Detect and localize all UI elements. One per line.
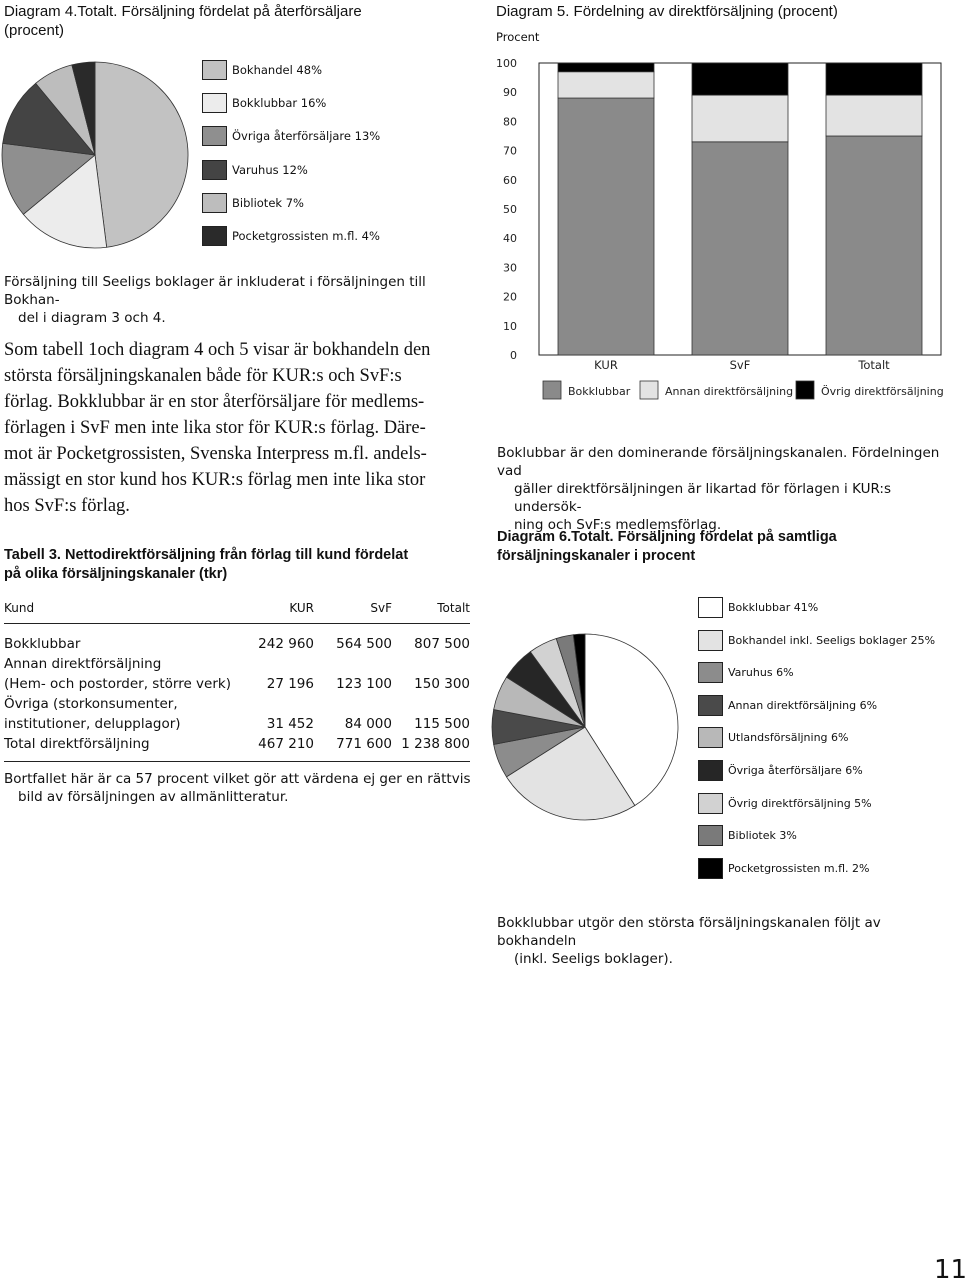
table-cell-svf: 771 600 xyxy=(336,736,392,752)
legend-swatch xyxy=(202,126,227,146)
y-tick-label: 70 xyxy=(503,144,517,158)
legend-label: Annan direktförsäljning 6% xyxy=(728,698,878,712)
table3-title-line1: Tabell 3. Nettodirektförsäljning från förlag till kund fördelat xyxy=(4,547,409,563)
diagram6-title-line1: Diagram 6.Totalt. Försäljning fördelat på samtliga xyxy=(497,529,837,545)
bar-segment xyxy=(692,63,788,95)
legend-label: Övrig direktförsäljning xyxy=(821,385,944,398)
table-cell-kur: 467 210 xyxy=(258,736,314,752)
legend-item xyxy=(698,727,848,748)
bar-segment xyxy=(826,95,922,136)
legend-label: Annan direktförsäljning xyxy=(665,385,794,398)
table-cell-total: 150 300 xyxy=(414,676,470,692)
legend-label: Pocketgrossisten m.fl. 2% xyxy=(728,861,870,875)
table3-header xyxy=(4,601,470,621)
page-number: 11 xyxy=(934,1255,967,1285)
legend-label: Övrig direktförsäljning 5% xyxy=(728,796,872,810)
y-tick-label: 0 xyxy=(510,349,517,362)
table3-footnote-line2: bild av försäljningen av allmänlitteratur. xyxy=(18,789,289,805)
legend-swatch xyxy=(202,226,227,246)
table3-header-rule xyxy=(4,623,470,624)
y-tick-label: 40 xyxy=(503,232,517,246)
legend-item xyxy=(698,597,818,618)
table-cell-kur: 31 452 xyxy=(266,716,314,732)
y-tick-label: 80 xyxy=(503,115,517,129)
legend-label: Bokhandel inkl. Seeligs boklager 25% xyxy=(728,633,936,647)
legend-label: Bokklubbar 41% xyxy=(728,601,819,614)
paragraph-line: förlag. Bokklubbar är en stor återförsäljare för medlems- xyxy=(4,392,425,412)
legend-swatch xyxy=(698,825,723,846)
table3-footnote xyxy=(4,770,474,806)
diagram4-note-line1: Försäljning till Seeligs boklager är inkluderat i försäljningen till Bokhan- xyxy=(4,274,426,308)
diagram5-bar-chart xyxy=(490,55,950,410)
table-row xyxy=(4,676,470,696)
legend-label: Bokklubbar xyxy=(568,385,631,398)
table-cell-kur: 27 196 xyxy=(266,676,314,692)
y-tick-label: 50 xyxy=(503,203,517,216)
table-row xyxy=(4,716,470,736)
diagram5-y-axis-label: Procent xyxy=(496,30,540,44)
table-cell-label: institutioner, delupplagor) xyxy=(4,716,181,732)
table-cell-label: (Hem- och postorder, större verk) xyxy=(4,676,231,692)
legend-swatch xyxy=(543,381,561,399)
legend-label: Utlandsförsäljning 6% xyxy=(728,731,849,745)
diagram6-title-line2: försäljningskanaler i procent xyxy=(497,548,696,564)
diagram4-note-line2: del i diagram 3 och 4. xyxy=(18,310,166,326)
diagram4-title-line2: (procent) xyxy=(4,22,65,39)
legend-swatch xyxy=(698,630,723,651)
table-cell-svf: 123 100 xyxy=(336,676,392,692)
table3-header-svf: SvF xyxy=(370,601,392,615)
table-row xyxy=(4,696,470,716)
legend-swatch xyxy=(698,793,723,814)
diagram4-note xyxy=(4,273,474,327)
table-row xyxy=(4,736,470,756)
paragraph-line: mot är Pocketgrossisten, Svenska Interpress m.fl. andels- xyxy=(4,444,427,464)
legend-item xyxy=(698,793,872,814)
legend-swatch xyxy=(202,193,227,213)
legend-swatch xyxy=(698,695,723,716)
diagram4-title-line1: Diagram 4.Totalt. Försäljning fördelat på återförsäljare xyxy=(4,3,362,20)
legend-item xyxy=(202,93,326,113)
diagram5-caption xyxy=(497,444,957,534)
bar-segment xyxy=(826,63,922,95)
legend-swatch xyxy=(698,858,723,879)
table-cell-svf: 84 000 xyxy=(344,716,392,732)
table3-footnote-line1: Bortfallet här är ca 57 procent vilket gör att värdena ej ger en rättvis xyxy=(4,771,471,787)
legend-item xyxy=(698,760,863,781)
legend-item xyxy=(698,662,794,683)
legend-item xyxy=(698,825,797,846)
paragraph-line: största försäljningskanalen både för KUR:s och SvF:s xyxy=(4,366,402,386)
diagram5-caption-line1: Boklubbar är den dominerande försäljningskanalen. Fördelningen vad xyxy=(497,445,940,479)
table3-header-totalt: Totalt xyxy=(437,601,470,615)
legend-label: Bibliotek 7% xyxy=(232,195,304,210)
diagram4-title xyxy=(4,2,362,40)
legend-label: Varuhus 12% xyxy=(232,162,308,177)
diagram6-pie-chart xyxy=(490,632,690,832)
table3-header-kur: KUR xyxy=(289,601,314,615)
x-tick-label: SvF xyxy=(729,358,751,372)
legend-label: Bokklubbar 16% xyxy=(232,96,327,111)
diagram6-caption-line1: Bokklubbar utgör den största försäljningskanalen följt av bokhandeln xyxy=(497,915,881,949)
legend-swatch xyxy=(698,662,723,683)
x-tick-label: Totalt xyxy=(858,358,890,372)
legend-swatch xyxy=(796,381,814,399)
table-cell-label: Bokklubbar xyxy=(4,636,81,652)
legend-item xyxy=(202,160,308,180)
bar-segment xyxy=(558,72,654,98)
y-tick-label: 20 xyxy=(503,290,517,304)
legend-item xyxy=(202,60,322,80)
table-cell-total: 807 500 xyxy=(414,636,470,652)
table-cell-svf: 564 500 xyxy=(336,636,392,652)
diagram4-pie-chart xyxy=(0,60,200,260)
legend-label: Övriga återförsäljare 13% xyxy=(232,129,381,144)
legend-label: Bokhandel 48% xyxy=(232,63,322,77)
legend-swatch xyxy=(202,60,227,80)
table3-title xyxy=(4,546,408,584)
table-cell-label: Övriga (storkonsumenter, xyxy=(4,696,178,712)
legend-label: Pocketgrossisten m.fl. 4% xyxy=(232,229,380,243)
diagram5-caption-line3: ning och SvF:s medlemsförlag. xyxy=(514,517,722,533)
legend-item xyxy=(698,695,877,716)
legend-label: Varuhus 6% xyxy=(728,666,794,680)
legend-swatch xyxy=(640,381,658,399)
table-row xyxy=(4,656,470,676)
diagram6-caption-line2: (inkl. Seeligs boklager). xyxy=(514,951,673,967)
y-tick-label: 30 xyxy=(503,261,517,275)
bar-segment xyxy=(558,98,654,355)
legend-item xyxy=(698,630,935,651)
legend-item xyxy=(202,126,380,146)
x-tick-label: KUR xyxy=(594,358,618,372)
table3-header-kund: Kund xyxy=(4,601,35,615)
y-tick-label: 60 xyxy=(503,173,517,187)
legend-swatch xyxy=(698,597,723,618)
table-cell-total: 115 500 xyxy=(414,716,470,732)
diagram5-caption-line2: gäller direktförsäljningen är likartad för förlagen i KUR:s undersök- xyxy=(514,481,892,515)
table-cell-kur: 242 960 xyxy=(258,636,314,652)
legend-item xyxy=(698,858,869,879)
diagram6-caption xyxy=(497,914,957,968)
legend-label: Övriga återförsäljare 6% xyxy=(728,764,863,777)
table3-bottom-rule xyxy=(4,761,470,762)
paragraph-line: Som tabell 1och diagram 4 och 5 visar är bokhandeln den xyxy=(4,340,431,360)
legend-item xyxy=(202,193,304,213)
paragraph-line: hos SvF:s förlag. xyxy=(4,496,130,516)
legend-swatch xyxy=(202,93,227,113)
body-paragraph xyxy=(4,337,484,519)
bar-segment xyxy=(692,95,788,142)
bar-segment xyxy=(558,63,654,72)
diagram5-title: Diagram 5. Fördelning av direktförsäljning (procent) xyxy=(496,3,838,20)
legend-swatch xyxy=(698,760,723,781)
paragraph-line: mässigt en stor kund hos KUR:s förlag men inte lika stor xyxy=(4,470,426,490)
legend-item xyxy=(202,226,380,246)
y-tick-label: 10 xyxy=(503,319,517,333)
table-row xyxy=(4,636,470,656)
table3-title-line2: på olika försäljningskanaler (tkr) xyxy=(4,566,228,582)
table-cell-label: Total direktförsäljning xyxy=(4,736,150,752)
diagram4-pie-slice xyxy=(95,62,188,247)
legend-label: Bibliotek 3% xyxy=(728,829,797,843)
y-tick-label: 90 xyxy=(503,86,517,100)
diagram6-title xyxy=(497,528,837,566)
legend-swatch xyxy=(202,160,227,180)
y-tick-label: 100 xyxy=(496,57,517,70)
legend-swatch xyxy=(698,727,723,748)
paragraph-line: förlagen i SvF men inte lika stor för KUR:s förlag. Däre- xyxy=(4,418,426,438)
bar-segment xyxy=(826,136,922,355)
table-cell-label: Annan direktförsäljning xyxy=(4,656,162,672)
table-cell-total: 1 238 800 xyxy=(401,736,470,752)
bar-segment xyxy=(692,142,788,355)
